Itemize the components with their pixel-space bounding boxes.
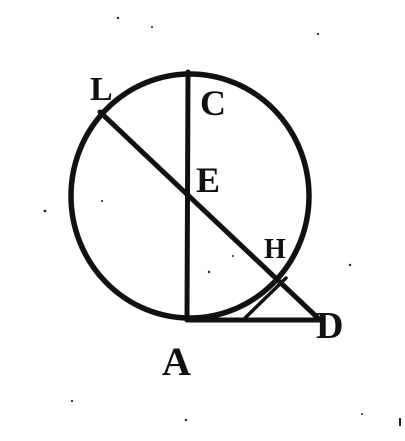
ink-speck [185,419,187,421]
ink-speck [232,255,234,257]
ink-speck [44,210,47,213]
ink-speck [349,264,351,266]
label-h: H [264,234,286,265]
label-c: C [200,83,226,123]
line-l-d [100,112,320,320]
ink-speck [151,26,153,28]
ink-speck [361,413,363,415]
label-d: D [316,305,344,347]
ink-speck [208,271,210,273]
ink-speck [317,33,319,35]
ink-speck [117,17,119,19]
ink-speck [101,200,103,202]
label-a: A [162,339,191,384]
ink-speck [399,418,401,426]
label-e: E [196,160,221,200]
ink-speck [71,400,73,402]
label-l: L [90,71,113,108]
